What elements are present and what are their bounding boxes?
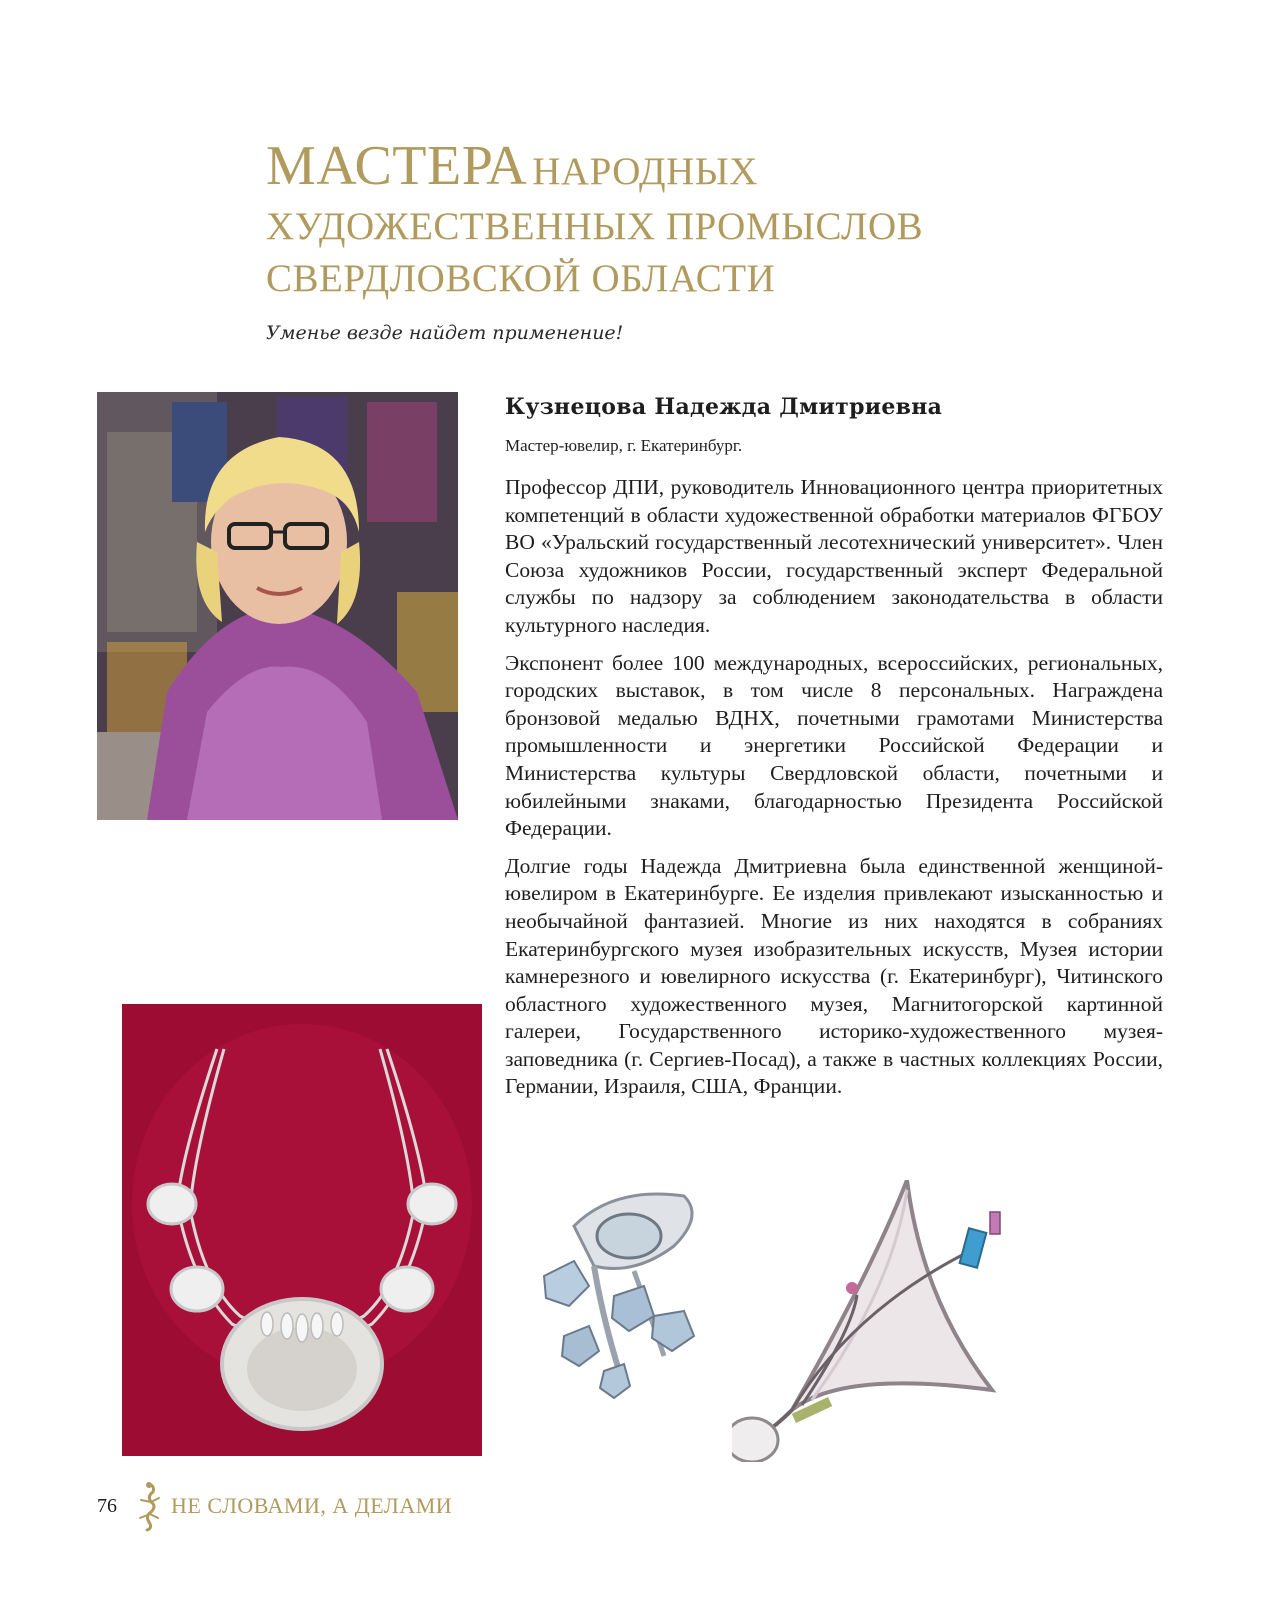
silver-brooch-photo xyxy=(534,1186,710,1404)
necklace-photo xyxy=(122,1004,482,1456)
title-line-3: СВЕРДЛОВСКОЙ ОБЛАСТИ xyxy=(266,257,776,300)
bio-paragraph: Профессор ДПИ, руководитель Инновационного центра приоритетных компетенций в области художественной обработки материалов ФГБОУ ВО «Уральский государственный лесотехнический университет». Член Союза художников России, государственный эксперт Федеральной службы по надзору за соблюдением законодательства в области культурного наследия. xyxy=(505,475,1163,637)
motto: Уменье везде найдет применение! xyxy=(266,322,624,344)
page-footer xyxy=(97,1486,452,1526)
bio-paragraph: Экспонент более 100 международных, всероссийских, региональных, городских выставок, в том числе 8 персональных. Награждена бронзовой медалью ВДНХ, почетными грамотами Министерства промышленности и энергетики Российской Федерации и Министерства культуры Свердловской области, почетными и юбилейными знаками, благодарностью Президента Российской Федерации. xyxy=(505,650,1163,841)
bio-paragraph: Долгие годы Надежда Дмитриевна была единственной женщиной-ювелиром в Екатеринбурге. Ее изделия привлекают изысканностью и необычайной фантазией. Многие из них находятся в собраниях Екатеринбургского музея изобразительных искусств, Музея истории камнерезного и ювелирного искусства (г. Екатеринбург), Читинского областного художественного музея, Магнитогорской картинной галереи, Государственного историко-художественного музея-заповедника (г. Сергиев-Посад), а также в частных коллекциях России, Германии, Израиля, США, Франции. xyxy=(505,853,1163,1099)
master-name: Кузнецова Надежда Дмитриевна xyxy=(505,394,943,420)
page-number: 76 xyxy=(97,1494,117,1517)
title-rest: НАРОДНЫХ xyxy=(532,150,758,193)
portrait-photo xyxy=(97,392,458,820)
footer-title: НЕ СЛОВАМИ, А ДЕЛАМИ xyxy=(171,1493,453,1518)
title-line-2: ХУДОЖЕСТВЕННЫХ ПРОМЫСЛОВ xyxy=(266,205,924,248)
lizard-logo-icon xyxy=(133,1480,165,1532)
biography xyxy=(505,474,1163,1111)
master-role: Мастер-ювелир, г. Екатеринбург. xyxy=(505,436,743,455)
title-emphasis: МАСТЕРА xyxy=(266,135,528,197)
pearl-brooch-photo xyxy=(732,1180,1008,1462)
page-title xyxy=(266,135,1166,300)
